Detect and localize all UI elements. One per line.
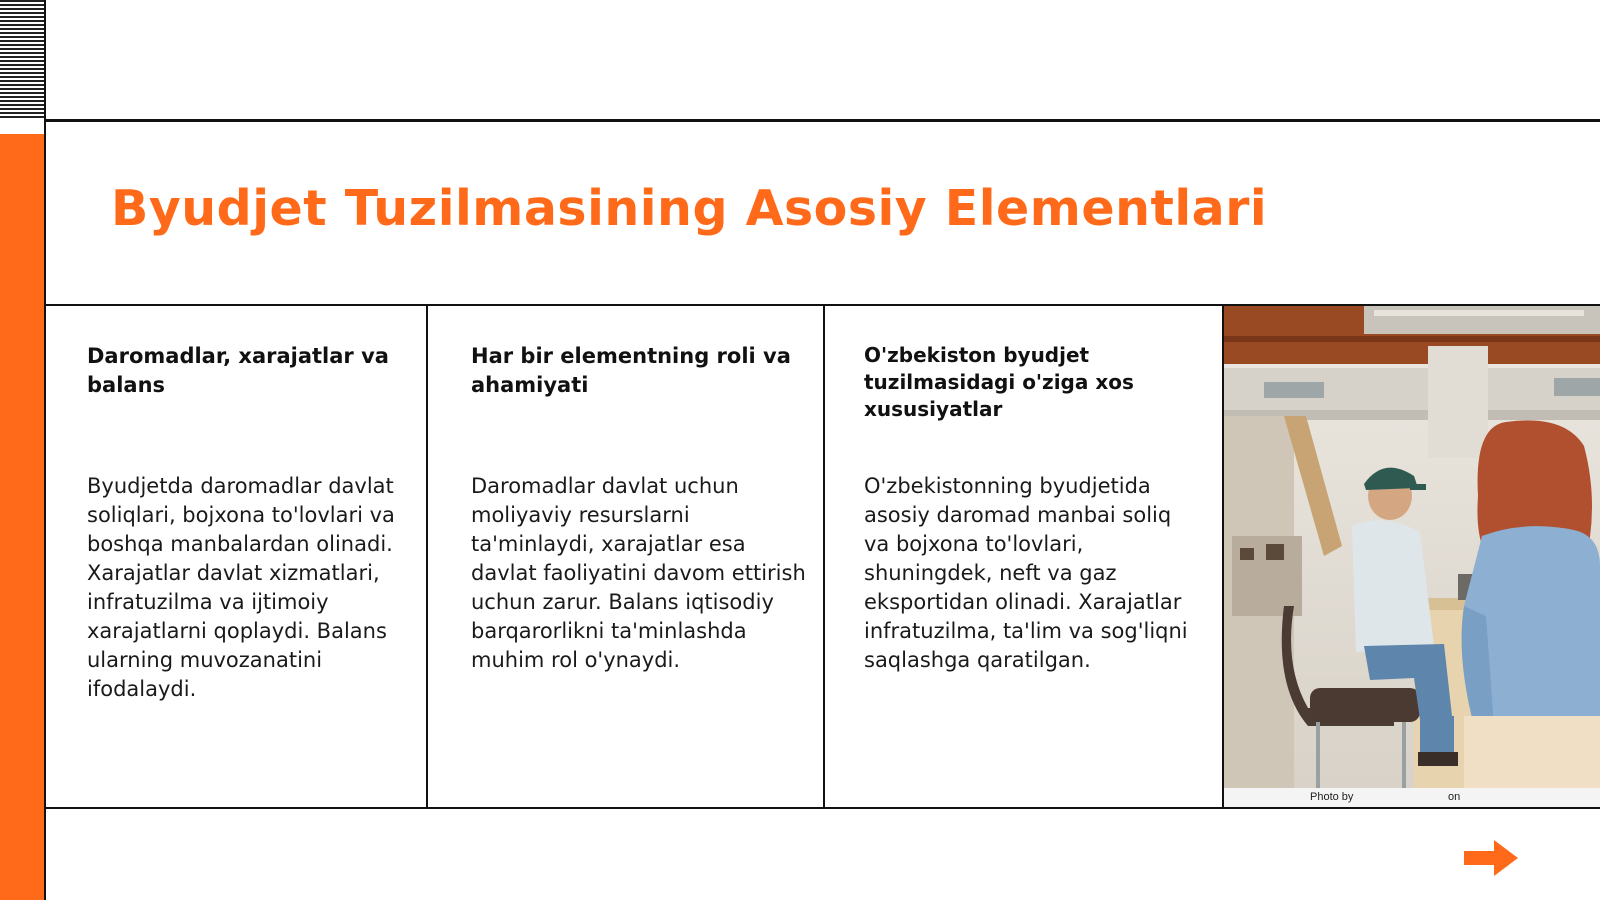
photo-credit (1224, 788, 1600, 807)
card-body: O'zbekistonning byudjetida asosiy daromad manbai soliq va bojxona to'lovlari, shuningdek, neft va gaz eksportidan olinadi. Xarajatlar infratuzilma, ta'lim va sog'liqni saqlashga qaratilgan. (864, 474, 1188, 672)
accent-strip (0, 134, 44, 900)
card-element-roles (471, 306, 811, 807)
office-photo (1224, 306, 1600, 788)
slide-title: Byudjet Tuzilmasining Asosiy Elementlari (111, 180, 1268, 237)
photo-credit-prefix: Photo by (1310, 791, 1354, 803)
card-heading: Har bir elementning roli va ahamiyati (471, 344, 791, 397)
barcode-pattern (0, 0, 44, 118)
left-decoration (0, 0, 46, 900)
card-uzbekistan-features (864, 306, 1194, 807)
top-rule (46, 119, 1600, 122)
card-body: Daromadlar davlat uchun moliyaviy resurslarni ta'minlaydi, xarajatlar esa davlat faoliyatini davom ettirish uchun zarur. Balans iqtisodiy barqarorlikni ta'minlashda muhim rol o'ynaydi. (471, 474, 806, 672)
column-divider (823, 306, 825, 807)
card-heading: Daromadlar, xarajatlar va balans (87, 344, 389, 397)
column-divider (426, 306, 428, 807)
card-revenue-expense-balance (87, 306, 407, 807)
card-heading: O'zbekiston byudjet tuzilmasidagi o'ziga xos xususiyatlar (864, 343, 1134, 421)
card-body: Byudjetda daromadlar davlat soliqlari, bojxona to'lovlari va boshqa manbalardan olinadi. Xarajatlar davlat xizmatlari, infratuzilma va ijtimoiy xarajatlarni qoplaydi. Balans ularning muvozanatini ifodalaydi. (87, 474, 395, 701)
bottom-rule (46, 807, 1600, 809)
photo-credit-suffix: on (1448, 791, 1461, 803)
arrow-right-icon (1462, 838, 1520, 878)
next-slide-button[interactable] (1462, 838, 1520, 878)
vertical-rule (44, 0, 46, 900)
